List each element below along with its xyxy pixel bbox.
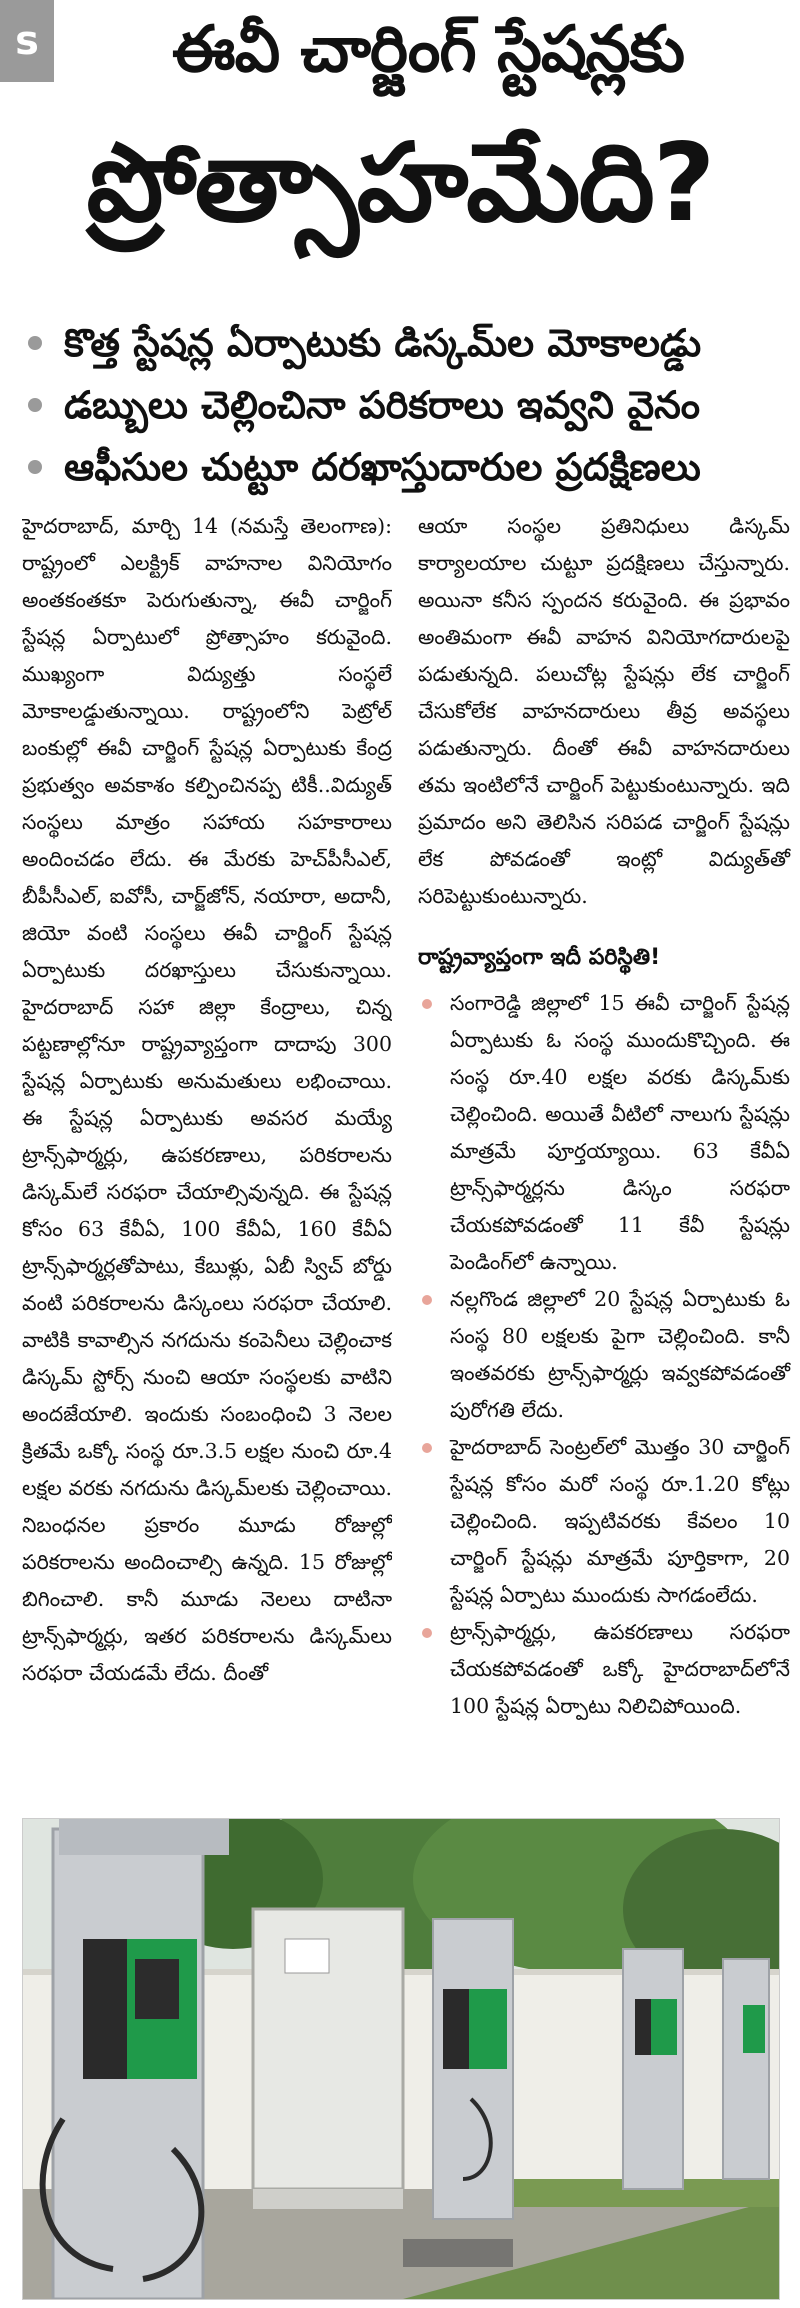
bullet-dot-icon — [28, 398, 42, 412]
summary-bullet — [22, 374, 782, 436]
headline-line-2: ప్రోత్సాహమేది? — [86, 121, 714, 246]
headline-line-1: ఈవీ చార్జింగ్ స్టేషన్లకు — [171, 13, 685, 87]
charging-stations-illustration — [23, 1819, 779, 2299]
situation-item: నల్లగొండ జిల్లాలో 20 స్టేషన్ల ఏర్పాటుకు ఓ సంస్థ 80 లక్షలకు పైగా చెల్లించింది. కానీ ఇంతవరకు ట్రాన్స్‌ఫార్మర్లు ఇవ్వకపోవడంతో పురోగతి లేదు. — [418, 1281, 790, 1429]
bullet-dot-icon — [28, 336, 42, 350]
summary-bullet-text: కొత్త స్టేషన్ల ఏర్పాటుకు డిస్కమ్‌ల మోకాలడ్డు — [64, 321, 702, 365]
situation-subheading: రాష్ట్రవ్యాప్తంగా ఇదీ పరిస్థితి! — [418, 945, 661, 970]
summary-bullet-text: ఆఫీసుల చుట్టూ దరఖాస్తుదారుల ప్రదక్షిణలు — [64, 445, 701, 489]
situation-list — [418, 985, 790, 1725]
summary-bullets — [22, 312, 782, 498]
corner-tab: s — [0, 0, 54, 82]
right-column-intro: ఆయా సంస్థల ప్రతినిధులు డిస్కమ్ కార్యాలయాల చుట్టూ ప్రదక్షిణలు చేస్తున్నారు. అయినా కనీస స్పందన కరువైంది. ఈ ప్రభావం అంతిమంగా ఈవీ వాహన వినియోగదారులపై పడుతున్నది. పలుచోట్ల స్టేషన్లు లేక చార్జింగ్ చేసుకోలేక వాహనదారులు తీవ్ర అవస్థలు పడుతున్నారు. దీంతో ఈవీ వాహనదారులు తమ ఇంటిలోనే చార్జింగ్ పెట్టుకుంటున్నారు. ఇది ప్రమాదం అని తెలిసిన సరిపడ చార్జింగ్ స్టేషన్లు లేక పోవడంతో ఇంట్లో విద్యుత్‌తో సరిపెట్టుకుంటున్నారు. — [418, 514, 790, 908]
summary-bullet-text: డబ్బులు చెల్లించినా పరికరాలు ఇవ్వని వైనం — [64, 383, 701, 427]
left-column-text: హైదరాబాద్, మార్చి 14 (నమస్తే తెలంగాణ): రాష్ట్రంలో ఎలక్ట్రిక్ వాహనాల వినియోగం అంతకంతకూ పెరుగుతున్నా, ఈవీ చార్జింగ్ స్టేషన్ల ఏర్పాటులో ప్రోత్సాహం కరువైంది. ముఖ్యంగా విద్యుత్తు సంస్థలే మోకాలడ్డుతున్నాయి. రాష్ట్రంలోని పెట్రోల్ బంకుల్లో ఈవీ చార్జింగ్ స్టేషన్ల ఏర్పాటుకు కేంద్ర ప్రభుత్వం అవకాశం కల్పించినప్ప టికీ..విద్యుత్ సంస్థలు మాత్రం సహాయ సహకారాలు అందించడం లేదు. ఈ మేరకు హెచ్‌పీసీఎల్, బీపీసీఎల్, ఐవోసీ, చార్జ్‌జోన్, నయారా, అదానీ, జియో వంటి సంస్థలు ఈవీ చార్జింగ్ స్టేషన్ల ఏర్పాటుకు దరఖాస్తులు చేసుకున్నాయి. హైదరాబాద్ సహా జిల్లా కేంద్రాలు, చిన్న పట్టణాల్లోనూ రాష్ట్రవ్యాప్తంగా దాదాపు 300 స్టేషన్ల ఏర్పాటుకు అనుమతులు లభించాయి. ఈ స్టేషన్ల ఏర్పాటుకు అవసర మయ్యే ట్రాన్స్‌ఫార్మర్లు, ఉపకరణాలు, పరికరాలను డిస్కమ్‌లే సరఫరా చేయాల్సివున్నది. ఈ స్టేషన్ల కోసం 63 కేవీఏ, 100 కేవీఏ, 160 కేవీఏ ట్రాన్స్‌ఫార్మర్లతోపాటు, కేబుళ్లు, ఏబీ స్విచ్ బోర్డు వంటి పరికరాలను డిస్కంలు సరఫరా చేయాలి. వాటికి కావాల్సిన నగదును కంపెనీలు చెల్లించాక డిస్కమ్ స్టోర్స్ నుంచి ఆయా సంస్థలకు వాటిని అందజేయాలి. ఇందుకు సంబంధించి 3 నెలల క్రితమే ఒక్కో సంస్థ రూ.3.5 లక్షల నుంచి రూ.4 లక్షల వరకు నగదును డిస్కమ్‌లకు చెల్లించాయి. నిబంధనల ప్రకారం మూడు రోజుల్లో పరికరాలను అందించాల్సి ఉన్నది. 15 రోజుల్లో బిగించాలి. కానీ మూడు నెలలు దాటినా ట్రాన్స్‌ఫార్మర్లు, ఇతర పరికరాలను డిస్కమ్‌లు సరఫరా చేయడమే లేదు. దీంతో — [22, 514, 392, 1685]
situation-item: హైదరాబాద్ సెంట్రల్‌లో మొత్తం 30 చార్జింగ్ స్టేషన్ల కోసం మరో సంస్థ రూ.1.20 కోట్లు చెల్లించింది. ఇప్పటివరకు కేవలం 10 చార్జింగ్ స్టేషన్లు మాత్రమే పూర్తికాగా, 20 స్టేషన్ల ఏర్పాటు ముందుకు సాగడంలేదు. — [418, 1429, 790, 1614]
charging-stations-photo — [22, 1818, 780, 2300]
situation-item: సంగారెడ్డి జిల్లాలో 15 ఈవీ చార్జింగ్ స్టేషన్ల ఏర్పాటుకు ఓ సంస్థ ముందుకొచ్చింది. ఈ సంస్థ రూ.40 లక్షల వరకు డిస్కమ్‌కు చెల్లించింది. అయితే వీటిలో నాలుగు స్టేషన్లు మాత్రమే పూర్తయ్యాయి. 63 కేవీఏ ట్రాన్స్‌ఫార్మర్లను డిస్కం సరఫరా చేయకపోవడంతో 11 కేవీ స్టేషన్లు పెండింగ్‌లో ఉన్నాయి. — [418, 985, 790, 1281]
summary-bullet — [22, 436, 782, 498]
article-left-column — [22, 508, 392, 1776]
bullet-dot-icon — [28, 460, 42, 474]
summary-bullet — [22, 312, 782, 374]
situation-item: ట్రాన్స్‌ఫార్మర్లు, ఉపకరణాలు సరఫరా చేయకపోవడంతో ఒక్కో హైదరాబాద్‌లోనే 100 స్టేషన్ల ఏర్పాటు నిలిచిపోయింది. — [418, 1614, 790, 1725]
article-right-column — [418, 508, 790, 1725]
